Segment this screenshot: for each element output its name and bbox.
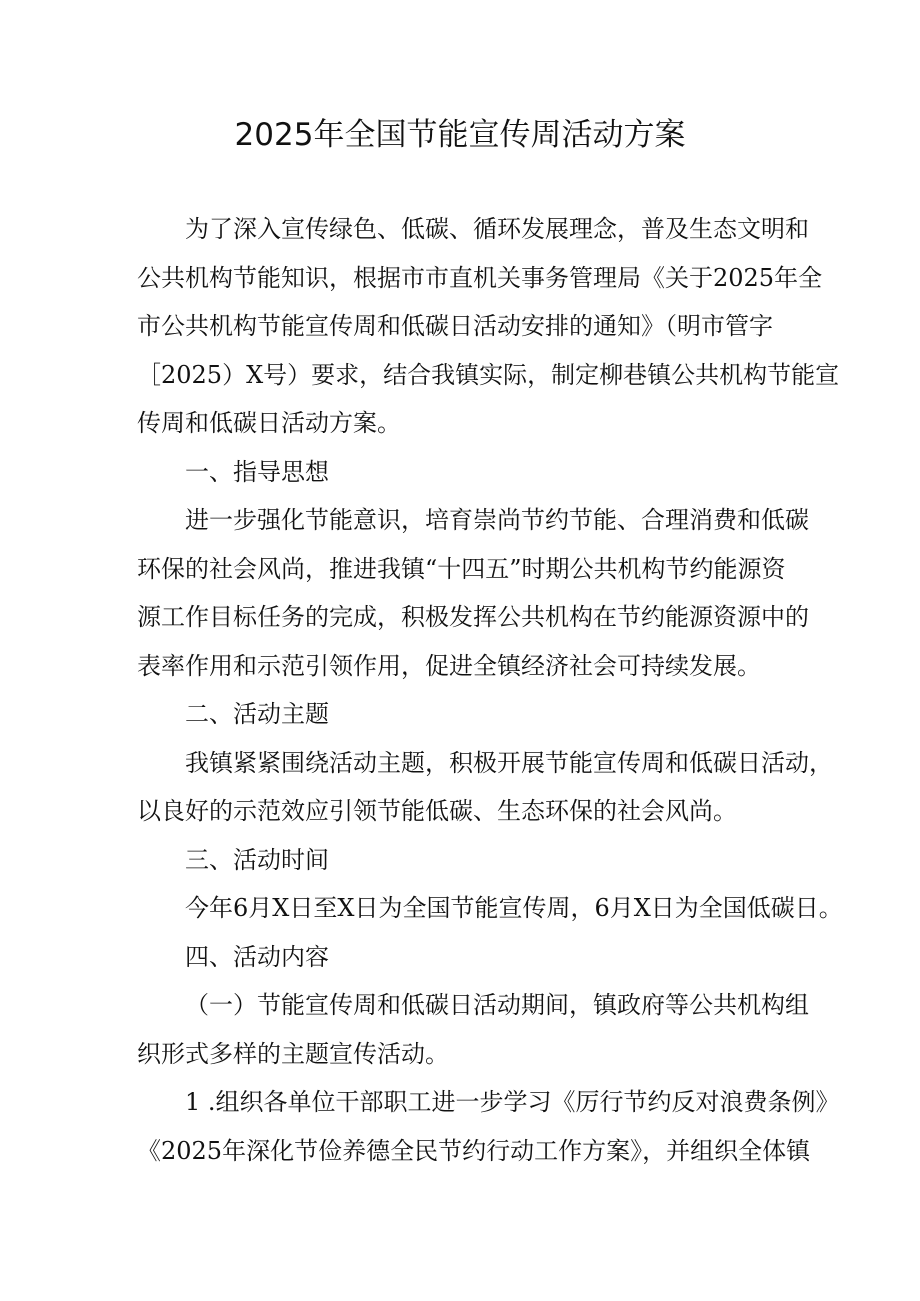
section-activity-content-item1	[137, 1078, 840, 1175]
section-heading-activity-content: 四、活动内容	[185, 942, 329, 971]
text-line: （一）节能宣传周和低碳日活动期间，镇政府等公共机构组	[185, 991, 809, 1019]
section-activity-theme-paragraph	[137, 739, 833, 836]
section-heading-activity-theme: 二、活动主题	[185, 700, 329, 728]
section-activity-content-sub1	[137, 981, 809, 1078]
text-line: 为了深入宣传绿色、低碳、循环发展理念，普及生态文明和	[185, 215, 809, 243]
text-line: 公共机构节能知识，根据市市直机关事务管理局《关于2025年全	[137, 263, 823, 292]
intro-paragraph	[137, 205, 840, 448]
text-line: 表率作用和示范引领作用，促进全镇经济社会可持续发展。	[137, 651, 761, 680]
text-line: 传周和低碳日活动方案。	[137, 409, 401, 437]
text-line: 《2025年深化节俭养德全民节约行动工作方案》，并组织全体镇	[137, 1136, 811, 1165]
text-line: ［2025）X号）要求，结合我镇实际，制定柳巷镇公共机构节能宣	[137, 360, 840, 389]
text-line: 1 .组织各单位干部职工进一步学习《厉行节约反对浪费条例》	[185, 1088, 840, 1116]
text-line: 进一步强化节能意识，培育崇尚节约节能、合理消费和低碳	[185, 506, 809, 534]
text-line: 源工作目标任务的完成，积极发挥公共机构在节约能源资源中的	[137, 603, 809, 631]
section-heading-guiding-ideology: 一、指导思想	[185, 457, 329, 486]
text-line: 织形式多样的主题宣传活动。	[137, 1039, 449, 1068]
text-line: 环保的社会风尚，推进我镇“十四五”时期公共机构节约能源资	[137, 554, 786, 583]
section-guiding-ideology-paragraph	[137, 496, 809, 690]
text-line: 我镇紧紧围绕活动主题，积极开展节能宣传周和低碳日活动，	[185, 748, 833, 777]
section-heading-activity-time: 三、活动时间	[185, 845, 329, 874]
text-line: 以良好的示范效应引领节能低碳、生态环保的社会风尚。	[137, 797, 737, 825]
document-body	[137, 205, 843, 1175]
text-line: 市公共机构节能宣传周和低碳日活动安排的通知》（明市管字	[137, 312, 773, 340]
text-line: 今年6月X日至X日为全国节能宣传周，6月X日为全国低碳日。	[185, 894, 843, 922]
section-activity-time-paragraph	[137, 884, 843, 933]
document-title: 2025年全国节能宣传周活动方案	[234, 117, 686, 153]
